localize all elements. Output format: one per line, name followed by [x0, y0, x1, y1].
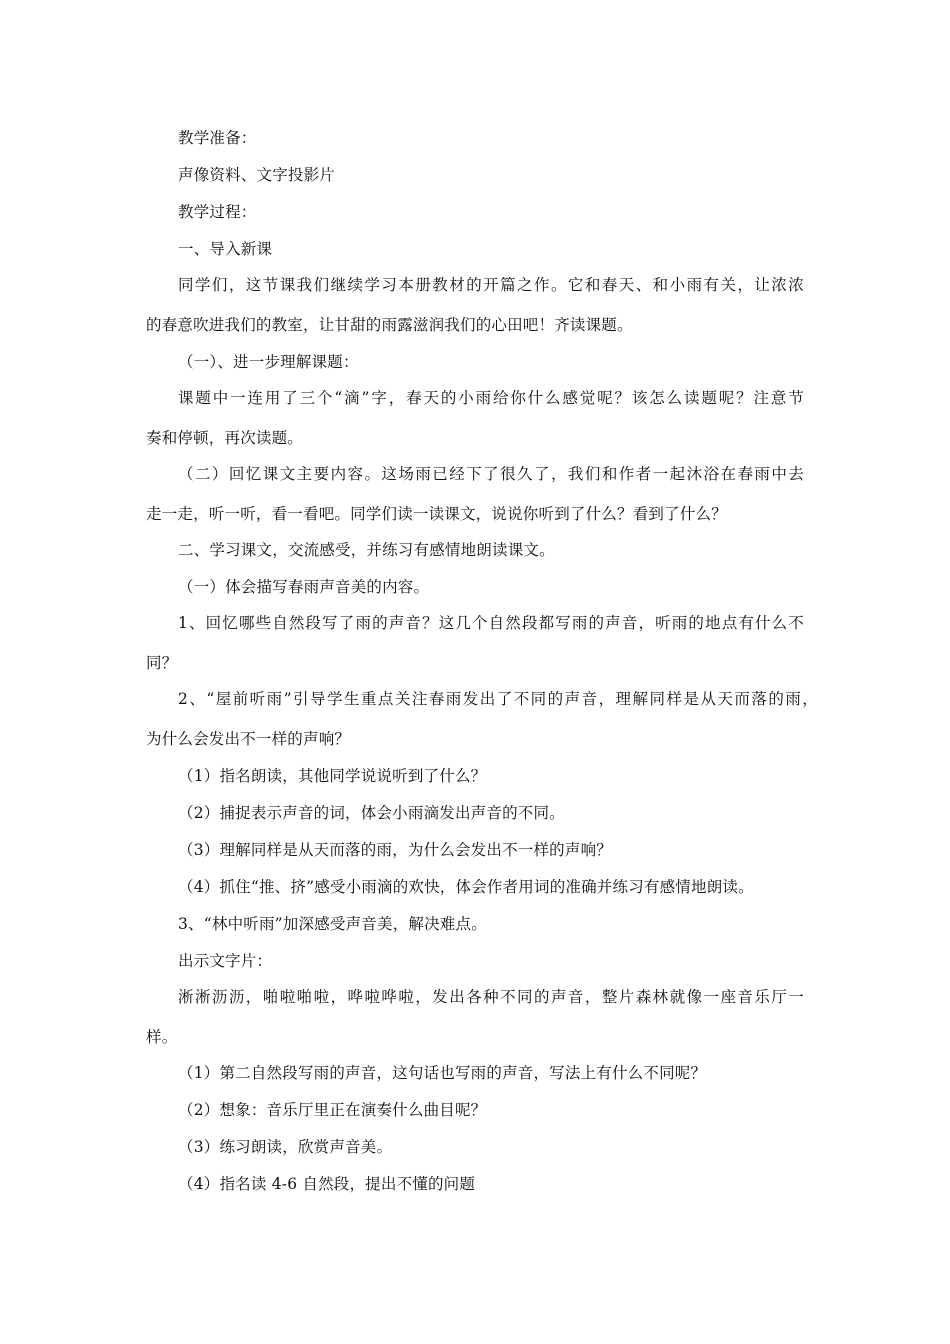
text-line: （4）指名读 4-6 自然段，提出不懂的问题	[178, 1175, 476, 1193]
text-line: （1）指名朗读，其他同学说说听到了什么？	[178, 767, 487, 785]
text-line: 同？	[146, 654, 178, 672]
text-line: 的春意吹进我们的教室，让甘甜的雨露滋润我们的心田吧！齐读课题。	[146, 316, 633, 334]
text-line: 教学过程：	[178, 203, 257, 221]
text-line: （一）、进一步理解课题：	[178, 353, 359, 371]
text-line: （2）捕捉表示声音的词，体会小雨滴发出声音的不同。	[178, 804, 565, 822]
text-line: （3）理解同样是从天而落的雨，为什么会发出不一样的声响？	[178, 841, 612, 859]
text-line: （二）回忆课文主要内容。这场雨已经下了很久了，我们和作者一起沐浴在春雨中去	[178, 465, 804, 483]
text-line: （一）体会描写春雨声音美的内容。	[178, 578, 430, 596]
text-line: （1）第二自然段写雨的声音，这句话也写雨的声音，写法上有什么不同呢？	[178, 1064, 707, 1082]
text-line: 课题中一连用了三个“滴”字，春天的小雨给你什么感觉呢？该怎么读题呢？注意节	[178, 389, 804, 407]
text-line: 声像资料、文字投影片	[178, 166, 336, 184]
text-line: 为什么会发出不一样的声响？	[146, 730, 351, 748]
text-line: （4）抓住“推、挤”感受小雨滴的欢快，体会作者用词的准确并练习有感情地朗读。	[178, 878, 754, 896]
text-line: 同学们，这节课我们继续学习本册教材的开篇之作。它和春天、和小雨有关，让浓浓	[178, 276, 804, 294]
text-line: 2、“屋前听雨”引导学生重点关注春雨发出了不同的声音，理解同样是从天而落的雨，	[178, 690, 818, 708]
text-line: （3）练习朗读，欣赏声音美。	[178, 1138, 393, 1156]
text-line: （2）想象：音乐厅里正在演奏什么曲目呢？	[178, 1101, 487, 1119]
text-line: 走一走，听一听，看一看吧。同学们读一读课文，说说你听到了什么？看到了什么？	[146, 505, 727, 523]
text-line: 奏和停顿，再次读题。	[146, 429, 304, 447]
text-line: 1、回忆哪些自然段写了雨的声音？这几个自然段都写雨的声音，听雨的地点有什么不	[178, 614, 804, 632]
text-line: 样。	[146, 1028, 178, 1046]
text-line: 一、导入新课	[178, 240, 273, 258]
text-line: 出示文字片：	[178, 952, 273, 970]
text-line: 二、学习课文，交流感受，并练习有感情地朗读课文。	[178, 541, 555, 559]
text-line: 教学准备：	[178, 129, 257, 147]
text-line: 3、“林中听雨”加深感受声音美，解决难点。	[178, 915, 487, 933]
text-line: 淅淅沥沥，啪啦啪啦，哗啦哗啦，发出各种不同的声音，整片森林就像一座音乐厅一	[178, 988, 804, 1006]
